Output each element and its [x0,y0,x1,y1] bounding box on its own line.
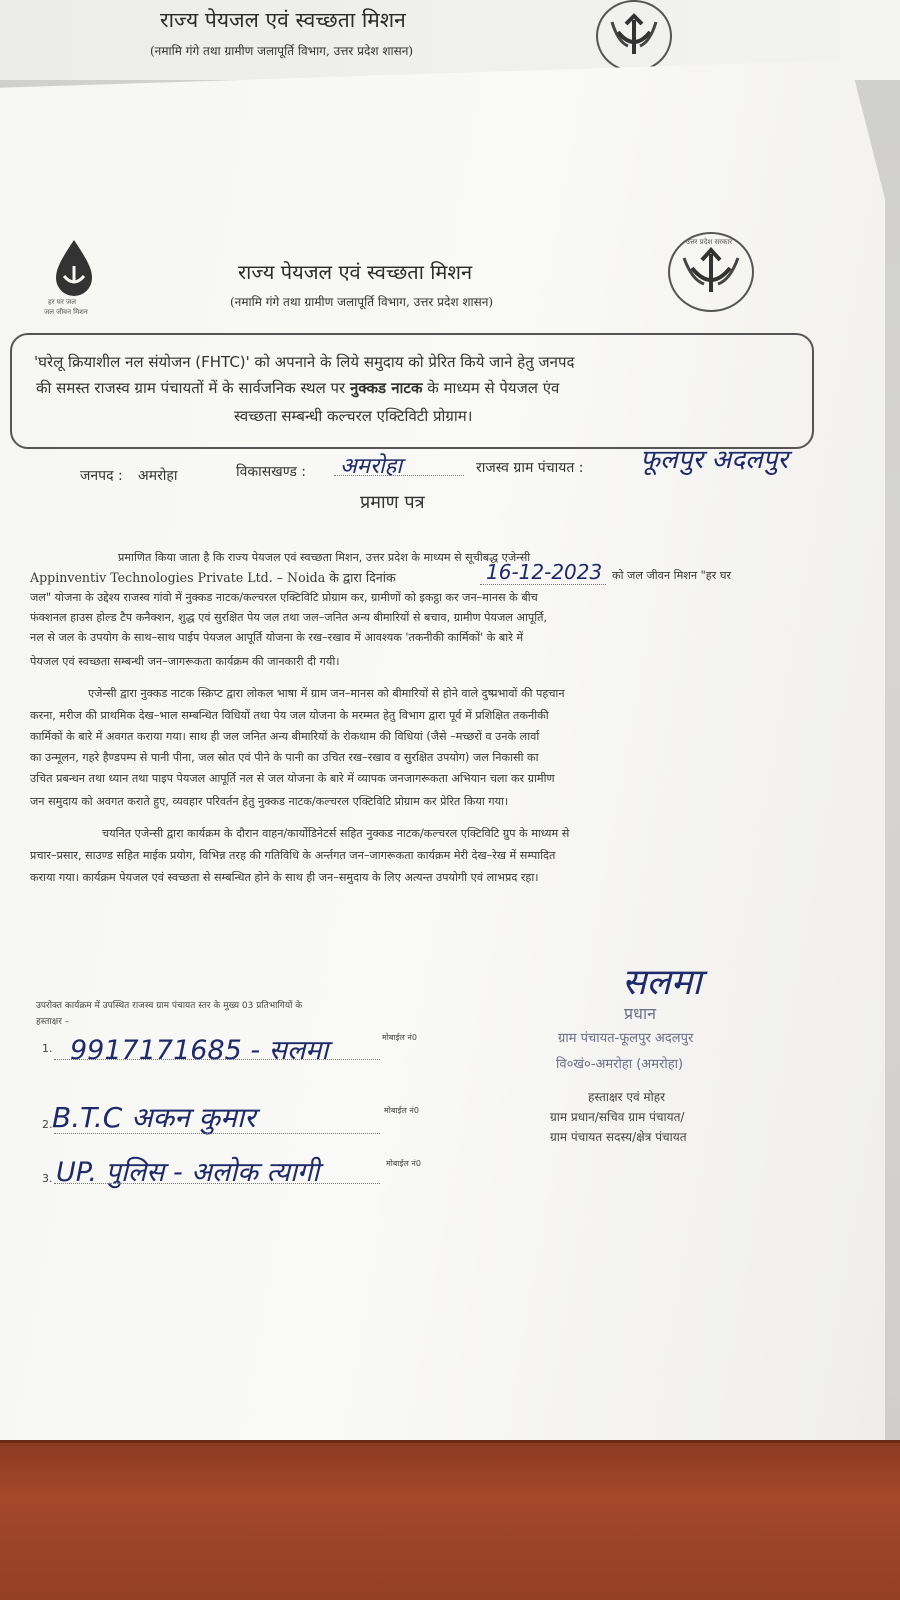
wooden-floor [0,1440,900,1600]
p2-line-6: जन समुदाय को अवगत कराते हुए, व्यवहार परिवर्तन हेतु नुक्कड नाटक/कल्चरल एक्टिविटि प्रोग्राम कर प्रेरित किया गया। [30,795,509,808]
seal-text: उत्तर प्रदेश सरकार [686,238,733,246]
logo-caption-1: हर घर जल [48,298,76,306]
participant-1-line [54,1058,380,1060]
p3-line-1: चयनित एजेन्सी द्वारा कार्यक्रम के दौरान वाहन/कार्योडिनेटर्स सहित नुक्कड नाटक/कल्चरल एक्टिविटि ग्रुप के माध्यम से [102,827,570,840]
block-underline [334,474,464,476]
gram-panchayat-label: राजस्व ग्राम पंचायत : [476,460,584,476]
stamp-block: वि०खं०-अमरोहा (अमरोहा) [556,1057,684,1072]
header-title: राज्य पेयजल एवं स्वच्छता मिशन [238,260,473,284]
date-underline [480,583,606,585]
participant-2-handwritten: B.T.C अकन कुमार [52,1101,256,1134]
outer-header-subtitle: (नमामि गंगे तथा ग्रामीण जलापूर्ति विभाग, उत्तर प्रदेश शासन) [150,44,414,58]
p2-line-4: का उन्मूलन, गहरे हैण्डपम्प से पानी पीना, जल स्रोत एवं पीने के पानी का उचित रख–रखाव व सुरक्षित उपयोग) जल निकासी का [30,751,539,764]
signature-caption-1: हस्ताक्षर एवं मोहर [588,1090,666,1104]
stamp-gram-panchayat: ग्राम पंचायत-फूलपुर अदलपुर [558,1031,694,1046]
program-line-3: स्वच्छता सम्बन्धी कल्चरल एक्टिविटी प्रोग्राम। [234,407,473,425]
outer-header-title: राज्य पेयजल एवं स्वच्छता मिशन [160,8,406,32]
p3-line-3: कराया गया। कार्यक्रम पेयजल एवं स्वच्छता से सम्बन्धित होने के साथ ही जन–समुदाय के लिए अत्यन्त उपयोगी एवं लाभप्रद रहा। [30,871,539,884]
har-ghar-jal-logo-icon [42,238,106,298]
program-line-2-pre: की समस्त राजस्व ग्राम पंचायतों में के सार्वजनिक स्थल पर [36,379,350,397]
participant-3-handwritten: UP. पुलिस - अलोक त्यागी [56,1157,320,1188]
participant-2-line [54,1132,380,1134]
signature-caption-2: ग्राम प्रधान/सचिव ग्राम पंचायत/ [550,1110,685,1124]
participants-intro-2: हस्ताक्षर – [36,1017,70,1027]
certificate-title: प्रमाण पत्र [360,492,425,513]
floor-edge [0,1440,900,1443]
program-date-handwritten: 16-12-2023 [486,560,603,584]
participant-1-mobile-label: मोबाईल नं0 [382,1033,417,1042]
p1-line-5: नल से जल के उपयोग के साथ–साथ पाईप पेयजल आपूर्ति योजना के रख–रखाव में आवश्यक 'तकनीकी कार्मिकों' के बारे में [30,631,524,644]
outer-seal-icon [596,0,672,72]
participant-1-handwritten: 9917171685 - सलमा [70,1035,329,1066]
district-label: जनपद : [80,468,123,484]
block-label: विकासखण्ड : [236,464,307,480]
participant-3-mobile-label: मोबाईल नं0 [386,1159,421,1168]
participant-1-number: 1. [42,1042,53,1055]
participant-3-line [54,1182,380,1184]
program-line-2 [36,378,559,398]
pradhan-signature: सलमा [622,962,702,1003]
p2-line-5: उचित प्रबन्धन तथा ध्यान तथा पाइप पेयजल आपूर्ति नल से जल योजना के बारे में व्यापक जनजागरूकता अभियान चला कर ग्रामीण [30,772,555,785]
p2-line-3: कार्मिकों के बारे में अवगत कराया गया। साथ ही जल जनित अन्य बीमारियों के रोकथाम की विधियां (जैसे –मच्छरों व उनके लार्वा [30,730,540,743]
p2-line-2: करना, मरीज की प्राथमिक देख–भाल सम्बन्धित विधियों तथा पेय जल योजना के मरम्मत हेतु विभाग द्वारा पूर्व में प्रशिक्षित तकनीकी [30,709,549,722]
participants-intro-1: उपरोक्त कार्यक्रम में उपस्थित राजस्व ग्राम पंचायत स्तर के मुख्य 03 प्रतिभागियों के [36,1001,303,1011]
p1-line-3: जल" योजना के उद्देश्य राजस्व गांवो में नुक्कड नाटक/कल्चरल एक्टिविटि प्रोग्राम कर, ग्रामीणों को इकट्ठा कर जन–मानस के बीच [30,591,538,604]
gram-panchayat-value-handwritten: फूलपुर अदलपुर [640,445,789,475]
p1-line-6: पेयजल एवं स्वच्छता सम्बन्धी जन–जागरूकता कार्यक्रम की जानकारी दी गयी। [30,655,340,668]
header-subtitle: (नमामि गंगे तथा ग्रामीण जलापूर्ति विभाग, उत्तर प्रदेश शासन) [230,295,494,309]
district-value: अमरोहा [138,468,178,484]
program-line-2-bold: नुक्कड नाटक [349,379,423,397]
program-line-1: 'घरेलू क्रियाशील नल संयोजन (FHTC)' को अपनाने के लिये समुदाय को प्रेरित किये जाने हेतु जनपद [34,353,575,371]
signature-caption-3: ग्राम पंचायत सदस्य/क्षेत्र पंचायत [550,1130,687,1144]
program-line-2-post: के माध्यम से पेयजल एंव [422,379,560,397]
block-value-handwritten: अमरोहा [340,454,403,479]
participant-3-number: 3. [42,1172,53,1185]
p1-line-4: फंक्शनल हाउस होल्ड टैप कनैक्शन, शुद्ध एवं सुरक्षित पेय जल तथा जल–जनित अन्य बीमारियों से बचाव, ग्रामीण पेयजल आपूर्ति, [30,611,548,624]
p1-line-1: प्रमाणित किया जाता है कि राज्य पेयजल एवं स्वच्छता मिशन, उत्तर प्रदेश के माध्यम से सूचीबद्ध एजेन्सी [118,551,531,564]
p3-line-2: प्रचार–प्रसार, साउण्ड सहित माईक प्रयोग, विभिन्न तरह की गतिविधि के अर्न्तगत जन–जागरूकता कार्यक्रम मेरी देख–रेख में सम्पादित [30,849,556,862]
p2-line-1: एजेन्सी द्वारा नुक्कड नाटक स्क्रिप्ट द्वारा लोकल भाषा में ग्राम जन–मानस को बीमारियों से होने वाले दुष्प्रभावों की पहचान [88,687,565,700]
participant-2-mobile-label: मोबाईल नं0 [384,1106,419,1115]
p1-line-2a: Appinventiv Technologies Private Ltd. – Noida के द्वारा दिनांक [30,570,396,585]
stamp-pradhan: प्रधान [624,1004,656,1023]
participant-2-number: 2. [42,1118,53,1131]
logo-caption-2: जल जीवन मिशन [44,308,88,316]
p1-line-2b: को जल जीवन मिशन "हर घर [612,569,732,582]
